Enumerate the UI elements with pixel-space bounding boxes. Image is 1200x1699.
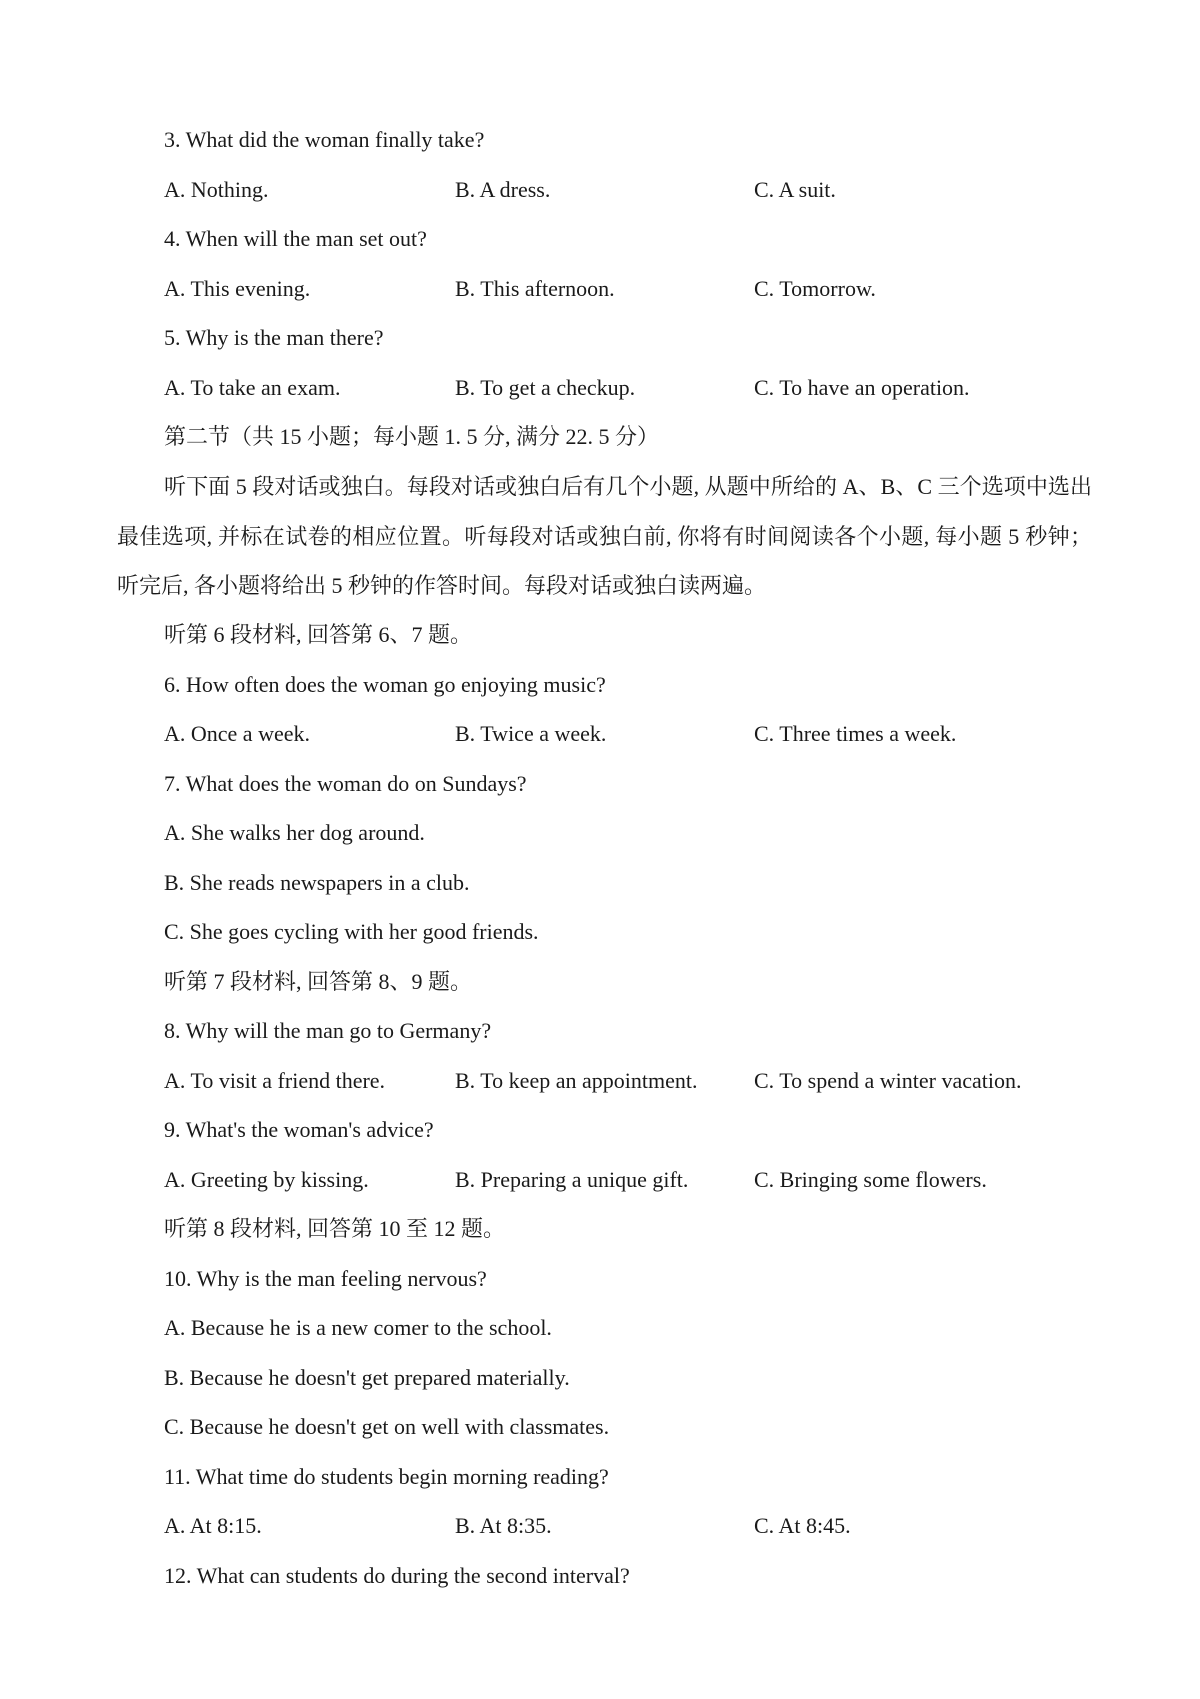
question-8-options <box>164 1066 1064 1096</box>
option-a: A. At 8:15. <box>164 1513 262 1538</box>
option-b: B. At 8:35. <box>455 1513 552 1538</box>
question-6: 6. How often does the woman go enjoying music? <box>164 672 606 697</box>
question-10-option-c: C. Because he doesn't get on well with classmates. <box>164 1414 610 1439</box>
question-7: 7. What does the woman do on Sundays? <box>164 771 527 796</box>
option-c: C. Tomorrow. <box>754 276 876 301</box>
question-7-option-a: A. She walks her dog around. <box>164 820 425 845</box>
question-9: 9. What's the woman's advice? <box>164 1117 434 1142</box>
option-a: A. This evening. <box>164 276 311 301</box>
option-b: B. A dress. <box>455 177 551 202</box>
question-5-options <box>164 373 1064 403</box>
material-8-instruction: 听第 8 段材料, 回答第 10 至 12 题。 <box>164 1216 506 1241</box>
question-4: 4. When will the man set out? <box>164 226 427 251</box>
option-a: A. Greeting by kissing. <box>164 1167 369 1192</box>
option-b: B. Twice a week. <box>455 721 607 746</box>
material-6-instruction: 听第 6 段材料, 回答第 6、7 题。 <box>164 622 473 647</box>
question-12: 12. What can students do during the second interval? <box>164 1563 630 1588</box>
option-a: A. Once a week. <box>164 721 310 746</box>
option-a: A. To visit a friend there. <box>164 1068 386 1093</box>
question-10-option-b: B. Because he doesn't get prepared materially. <box>164 1365 570 1390</box>
option-c: C. Bringing some flowers. <box>754 1167 987 1192</box>
question-4-options <box>164 274 1064 304</box>
question-5: 5. Why is the man there? <box>164 325 384 350</box>
question-3: 3. What did the woman finally take? <box>164 127 485 152</box>
question-11: 11. What time do students begin morning reading? <box>164 1464 609 1489</box>
question-10-option-a: A. Because he is a new comer to the school. <box>164 1315 552 1340</box>
question-6-options <box>164 719 1064 749</box>
option-b: B. To keep an appointment. <box>455 1068 698 1093</box>
material-7-instruction: 听第 7 段材料, 回答第 8、9 题。 <box>164 969 473 994</box>
question-7-option-c: C. She goes cycling with her good friends. <box>164 919 539 944</box>
section-2-instructions: 听下面 5 段对话或独白。每段对话或独白后有几个小题, 从题中所给的 A、B、C 三个选项中选出最佳选项, 并标在试卷的相应位置。听每段对话或独白前, 你将有时间阅读各个小题, 每小题 5 秒钟；听完后, 各小题将给出 5 秒钟的作答时间。每段对话或独白读两遍。 <box>117 474 1092 598</box>
question-9-options <box>164 1165 1064 1195</box>
option-c: C. A suit. <box>754 177 836 202</box>
question-11-options <box>164 1511 1064 1541</box>
question-8: 8. Why will the man go to Germany? <box>164 1018 492 1043</box>
option-b: B. To get a checkup. <box>455 375 636 400</box>
option-b: B. This afternoon. <box>455 276 615 301</box>
question-7-option-b: B. She reads newspapers in a club. <box>164 870 470 895</box>
option-c: C. Three times a week. <box>754 721 957 746</box>
option-c: C. To spend a winter vacation. <box>754 1068 1022 1093</box>
option-a: A. Nothing. <box>164 177 269 202</box>
option-c: C. At 8:45. <box>754 1513 851 1538</box>
option-a: A. To take an exam. <box>164 375 341 400</box>
option-b: B. Preparing a unique gift. <box>455 1167 689 1192</box>
option-c: C. To have an operation. <box>754 375 970 400</box>
section-2-heading: 第二节（共 15 小题；每小题 1. 5 分, 满分 22. 5 分） <box>164 424 660 449</box>
question-10: 10. Why is the man feeling nervous? <box>164 1266 487 1291</box>
question-3-options <box>164 175 1064 205</box>
